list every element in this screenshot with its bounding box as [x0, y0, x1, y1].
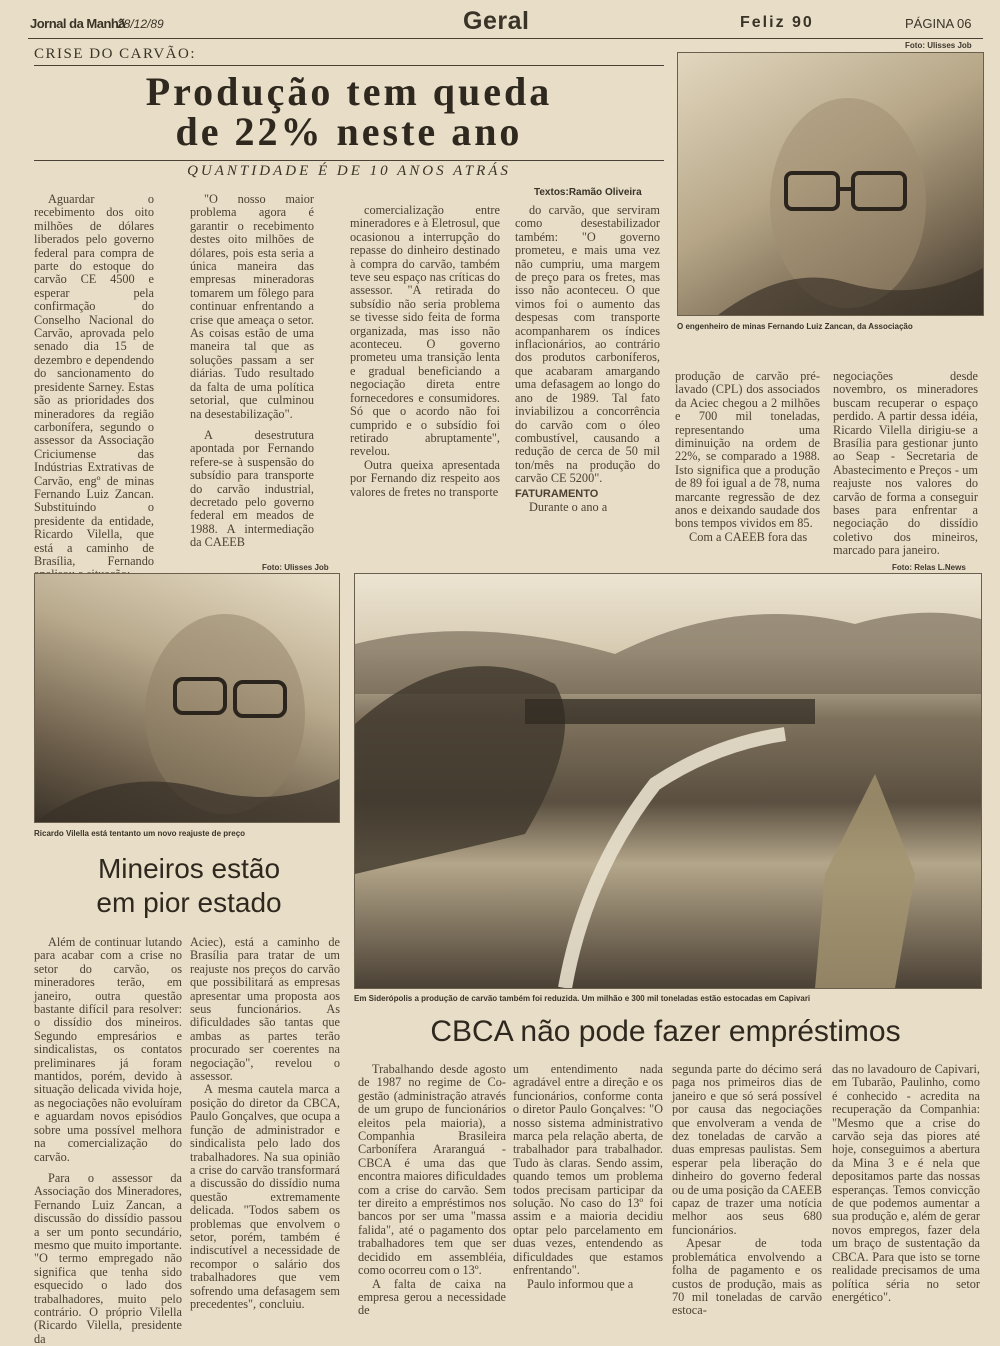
- article1-column-4: [515, 204, 660, 514]
- photo-credit-zancan: Foto: Ulisses Job: [905, 41, 972, 50]
- article2-column-2: [190, 936, 340, 1311]
- paragraph: segunda parte do décimo será paga nos primeiros dias de janeiro e que só será possível por causa das negociações que envolveram a venda de dez toneladas de carvão a duas empresas paulistas. Sem esperar pela liberação do dinheiro do governo federal ou de uma posição da CAEEB capaz de trazer uma notícia melhor aos seus 680 funcionários.: [672, 1062, 822, 1237]
- headline-line-1: Mineiros estão: [97, 853, 281, 884]
- paragraph: um entendimento nada agradável entre a direção e os funcionários, conforme conta o diretor Paulo Gonçalves: "O nosso sistema administrativo marca pela relação aberta, de trabalhador para trabalhador. Tudo às claras. Sendo assim, quando temos um problema todos precisam participar da solução. No caso do 13º foi assim e a maioria decidiu optar pelo parcelamento em duas vezes, entendendo as dificuldades que estamos enfrentando".: [513, 1062, 663, 1278]
- portrait-illustration: [678, 53, 983, 315]
- article3-column-1: [358, 1063, 506, 1318]
- landscape-illustration: [355, 574, 981, 988]
- article1-column-1: [34, 193, 154, 582]
- byline: Textos:Ramão Oliveira: [534, 187, 642, 198]
- paragraph: Com a CAEEB fora das: [689, 529, 808, 544]
- portrait-illustration: [35, 574, 339, 822]
- headline-line-1: Produção tem queda: [145, 69, 553, 114]
- article2-headline: [34, 852, 344, 920]
- paragraph: do carvão, que serviram como desestabilizador também: "O governo prometeu, e mais uma vez não cumpriu, uma margem de preço para os fretes, mas isso não aconteceu. O que vimos foi o aumento das despesas com transporte acompanharem os índices inflacionários, ao contrário dos produtos carboníferos, que acabaram amargando uma defasagem ao longo do ano de 1989. Tal fato inviabilizou a concorrência do carvão com o óleo combustível, causando a redução de cerca de 50 mil ton/mês na produção do carvão CE 5200".: [515, 203, 660, 486]
- photo-sideropolis-landscape: [354, 573, 982, 989]
- paragraph: Aciec), está a caminho de Brasília para tratar de um reajuste nos preços do carvão que possibilitará as empresas apresentar uma proposta aos seus funcionários. As dificuldades são tantas que ambas as partes terão procurado ser coerentes na negociação", revelou o assessor.: [190, 935, 340, 1084]
- photo-credit-landscape: Foto: Relas L.News: [892, 563, 966, 572]
- article2-column-1: [34, 936, 182, 1346]
- headline-line-2: de 22% neste ano: [175, 109, 523, 154]
- paragraph: negociações desde novembro, os mineradores buscam recuperar o espaço perdido. A partir dessa idéia, Ricardo Vilella dirigiu-se a Brasília para gestionar junto ao Seap - Secretaria de Abastecimento e Preços - um reajuste nos valores do carvão de forma a conseguir bases para enfrentar a negociação do dissídio coletivo dos mineiros, marcado para janeiro.: [833, 369, 978, 558]
- photo-zancan: [677, 52, 984, 316]
- article1-column-3: [350, 204, 500, 499]
- paragraph: A mesma cautela marca a posição do diretor da CBCA, Paulo Gonçalves, que ocupa a função de administrador e sindicalista pelo lado dos trabalhadores. Na sua opinião a crise do carvão transformará a discussão do dissídio numa questão extremamente delicada. "Todos sabem os problemas que envolvem o setor, porém, também é indiscutível a necessidade de recompor o salário dos trabalhadores que vem sofrendo uma defasagem sem precedentes", concluiu.: [190, 1082, 340, 1311]
- headline-line-2: em pior estado: [96, 887, 282, 918]
- paragraph: "O nosso maior problema agora é garantir o recebimento destes oito milhões de dólares, pois esta seria a única maneira das empresas mineradoras tomarem um fôlego para continuar enfrentando a crise que ameaça o setor. As coisas estão de uma maneira tal que as soluções passam a ser diárias. Tudo resultado da falta de uma política setorial, que culminou na desestabilização".: [190, 192, 314, 421]
- paragraph: Durante o ano a: [529, 499, 608, 514]
- paragraph: A desestrutura apontada por Fernando refere-se à suspensão do subsídio para transporte do carvão industrial, decretado pelo governo federal em meados de 1988. A intermediação da CAEEB: [190, 427, 314, 550]
- issue-date: 28/12/89: [117, 17, 164, 31]
- paragraph: Outra queixa apresentada por Fernando diz respeito aos valores de fretes no transporte: [350, 457, 500, 499]
- subheading-faturamento: FATURAMENTO: [515, 487, 599, 500]
- caption-vilella: Ricardo Vilella está tentanto um novo reajuste de preço: [34, 829, 246, 838]
- newspaper-name: Jornal da Manhã: [30, 16, 126, 31]
- paragraph: comercialização entre mineradores e à Eletrosul, que ocasionou a interrupção do repasse do dinheiro destinado à compra do carvão, também teve seu espaço nas críticas do assessor. "A retirada do subsídio não seria problema se tivesse sido feita de forma organizada, mas isso não aconteceu. O governo prometeu uma transição lenta e gradual beneficiando a negociação direta entre fornecedores e consumidores. Só que o acordo não foi cumprido e o subsídio foi retirado abruptamente", revelou.: [350, 203, 500, 459]
- feliz-90-logo: Feliz 90: [740, 14, 814, 31]
- paragraph: A falta de caixa na empresa gerou a necessidade de: [358, 1276, 506, 1318]
- caption-zancan: O engenheiro de minas Fernando Luiz Zancan, da Associação: [677, 322, 913, 331]
- paragraph: Paulo informou que a: [527, 1276, 634, 1291]
- subheadline: QUANTIDADE É DE 10 ANOS ATRÁS: [34, 160, 664, 180]
- page-number: PÁGINA 06: [905, 16, 972, 31]
- article1-column-6: [833, 370, 978, 558]
- article3-column-3: [672, 1063, 822, 1318]
- paragraph: Apesar de toda problemática envolvendo a folha de pagamento e os custos de produção, mais as 70 mil toneladas de carvão estoca-: [672, 1236, 822, 1318]
- article3-column-2: [513, 1063, 663, 1291]
- main-headline: [34, 69, 664, 154]
- paragraph: Aguardar o recebimento dos oito milhões de dólares liberados pelo governo federal para compra de parte do estoque do carvão CE 4500 e esperar pela confirmação do Conselho Nacional do Carvão, aprovada pelo senado dia 15 de dezembro e dependendo do sancionamento do presidente Sarney. Estas são as prioridades dos mineradores da região carbonífera, segundo o assessor da Associação Criciumense das Indústrias Extrativas de Carvão, engº de minas Fernando Luiz Zancan. Substituindo o presidente da entidade, Ricardo Vilella, que está a caminho de Brasília, Fernando: [34, 192, 154, 568]
- kicker: CRISE DO CARVÃO:: [34, 46, 664, 66]
- paragraph: das no lavadouro de Capivari, em Tubarão, Paulinho, como é conhecido - acredita na recuperação da Companhia: "Mesmo que a crise do carvão seja das piores até hoje, conseguimos a abertura da Mina 3 e é nela que depositamos parte das nossas esperanças. Temos convicção de que podemos aumentar a sua produção e, além de gerar novos empregos, fazer dela um braço de sustentação da CBCA. Para que isto se torne realidade precisamos de uma política séria no setor energético".: [832, 1062, 980, 1304]
- article3-column-4: [832, 1063, 980, 1304]
- section-title: Geral: [463, 7, 530, 35]
- photo-credit-vilella: Foto: Ulisses Job: [262, 563, 329, 572]
- caption-landscape: Em Siderópolis a produção de carvão também foi reduzida. Um milhão e 300 mil toneladas estão estocadas em Capivari: [354, 994, 811, 1003]
- photo-vilella: [34, 573, 340, 823]
- article1-column-5: [675, 370, 820, 544]
- paragraph: produção de carvão pré-lavado (CPL) dos associados da Aciec chegou a 2 milhões e 700 mil toneladas, representando uma diminuição na ordem de 22%, se comparado a 1988. Isto significa que a produção de 89 foi igual a de 78, numa marcante regressão de dez anos e deixando saudade dos bons tempos vividos em 85.: [675, 369, 820, 531]
- article1-column-2: [190, 193, 314, 550]
- paragraph: Além de continuar lutando para acabar com a crise no setor do carvão, os mineradores terão, em janeiro, outra questão bastante difícil para resolver: o dissídio dos mineiros. Segundo empresários e sindicalistas, os contatos preliminares já foram mantidos, porém, devido à situação delicada vivida hoje, as negociações não evoluíram e aguardam novos episódios sobre uma possível melhora na comercialização do carvão.: [34, 935, 182, 1164]
- paragraph: Trabalhando desde agosto de 1987 no regime de Co-gestão (administração através de um grupo de funcionários eleitos pela maioria), a Companhia Brasileira Carbonífera Araranguá - CBCA é uma das que encontra maiores dificuldades com a crise do carvão. Sem ter direito a empréstimos nos bancos por ser uma "massa falida", até o pagamento dos trabalhadores tem que ser decidido em assembléia, como ocorreu com o 13º.: [358, 1062, 506, 1278]
- article3-headline: CBCA não pode fazer empréstimos: [430, 1015, 901, 1048]
- paragraph: Para o assessor da Associação dos Mineradores, Fernando Luiz Zancan, a discussão do dissídio passou a ser um ponto secundário, mesmo que muito importante. "O termo empregado não significa que tenha sido esquecido o lado dos trabalhadores, muito pelo contrário. O próprio Vilella (Ricardo Vilella, presidente da: [34, 1170, 182, 1346]
